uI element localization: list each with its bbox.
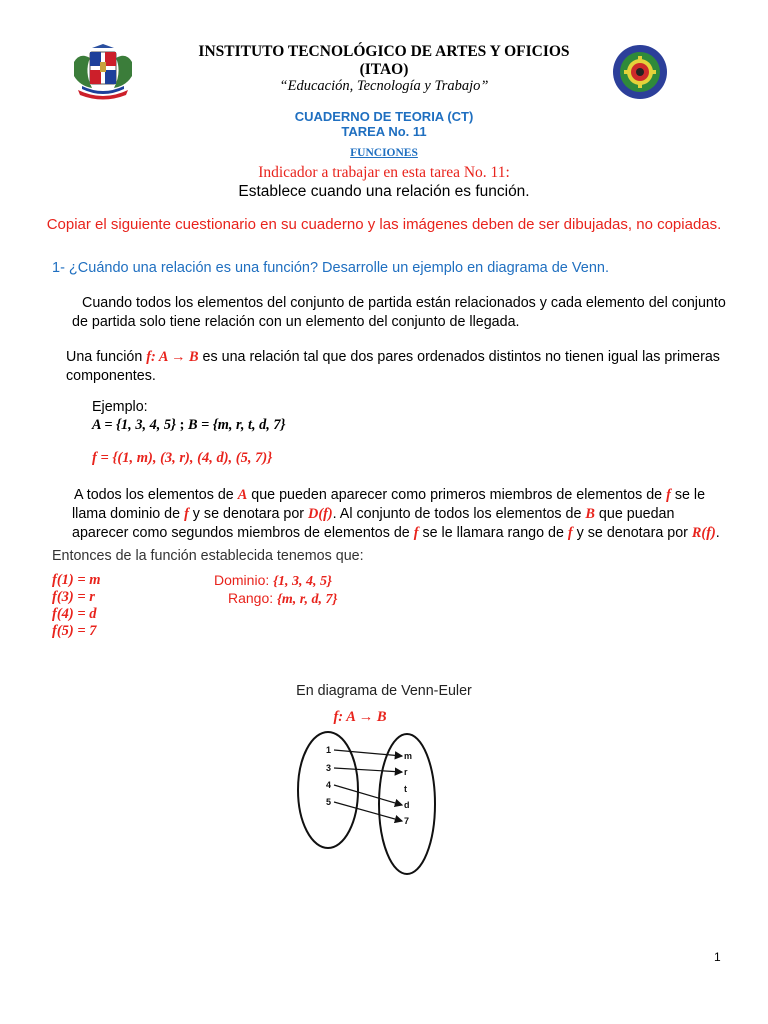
domain-element: 3 [326,763,332,773]
venn-function-label: f: A → B [333,709,387,725]
p3-c: se le llama dominio de [72,487,706,522]
institution-acronym: (ITAO) [359,61,409,78]
task-number: TAREA No. 11 [341,124,427,139]
p3-f2: f [184,506,189,522]
p3-A: A [237,487,248,503]
domain-element: 1 [326,745,332,755]
p3-f: que puedan aparecer como segundos miembros de elementos de [72,506,675,541]
function-value: f(5) = 7 [52,623,97,639]
range-label: Rango: [228,590,278,606]
p3-i: . [715,525,720,541]
range-value: {m, r, d, 7} [277,592,338,607]
example-label: Ejemplo: [92,399,148,415]
mapping-arrow [334,785,402,805]
p3-h: y se denotara por [572,525,692,541]
institution-motto: “Educación, Tecnología y Trabajo” [279,78,489,94]
answer-paragraph-3 [72,486,732,543]
set-a: A = {1, 3, 4, 5} [92,417,177,433]
para2-start: Una función [66,349,147,365]
set-separator: ; [176,417,188,433]
codomain-element: t [404,784,407,794]
domain-element: 4 [326,780,332,790]
codomain-element: 7 [404,816,410,826]
p3-d: y se denotara por [188,506,309,522]
answer-paragraph-2 [66,348,736,386]
p3-g: se le llamara rango de [418,525,568,541]
domain-value: {1, 3, 4, 5} [273,574,332,589]
page-number: 1 [714,950,721,964]
mapping-arrow [334,750,402,756]
example-block [92,398,286,434]
codomain-element: r [404,767,408,777]
function-values [52,572,101,640]
domain-label: Dominio: [214,572,274,588]
mapping-arrow [334,768,402,772]
question-1: 1- ¿Cuándo una relación es una función? Desarrolle un ejemplo en diagrama de Venn. [52,260,609,276]
example-sets [92,416,286,434]
copy-instruction: Copiar el siguiente cuestionario en su cuaderno y las imágenes deben de ser dibujadas, no copiadas. [46,216,722,233]
institution-name: INSTITUTO TECNOLÓGICO DE ARTES Y OFICIOS [198,43,570,60]
topic-title: FUNCIONES [350,147,418,159]
p3-B: B [585,506,595,522]
p3-D: D(f) [308,506,333,522]
answer-paragraph-1-text: Cuando todos los elementos del conjunto de partida están relacionados y cada elemento del conjunto de partida solo tiene relación con un elemento del conjunto de llegada. [72,295,726,330]
set-b: B = {m, r, t, d, 7} [187,417,286,433]
notebook-title: CUADERNO DE TEORIA (CT) [294,109,474,124]
venn-diagram [296,726,444,876]
function-value: f(1) = m [52,572,101,588]
function-value: f(4) = d [52,606,97,622]
function-notation: f: A → B [146,349,199,365]
codomain-element: d [404,800,410,810]
function-set: f = {(1, m), (3, r), (4, d), (5, 7)} [92,450,273,466]
codomain-element: m [404,751,413,761]
function-value: f(3) = r [52,589,95,605]
range-line [228,590,337,608]
p3-R: R(f) [691,525,716,541]
p3-a: A todos los elementos de [74,487,238,503]
domain-element: 5 [326,797,332,807]
p3-e: . Al conjunto de todos los elementos de [332,506,586,522]
indicator-label: Indicador a trabajar en esta tarea No. 11: [258,164,510,181]
mapping-arrow [334,802,402,821]
venn-title: En diagrama de Venn-Euler [296,683,472,699]
p3-f3: f [413,525,419,541]
p3-b: que pueden aparecer como primeros miembros de elementos de [247,487,667,503]
answer-paragraph-1 [72,294,732,332]
para2-end: es una relación tal que dos pares ordenados distintos no tienen igual las primeras componentes. [66,349,720,384]
indicator-text: Establece cuando una relación es función. [238,183,530,200]
domain-line [214,572,332,590]
then-statement: Entonces de la función establecida tenemos que: [52,548,364,564]
p3-f1: f [666,487,671,503]
p3-f4: f [567,525,573,541]
